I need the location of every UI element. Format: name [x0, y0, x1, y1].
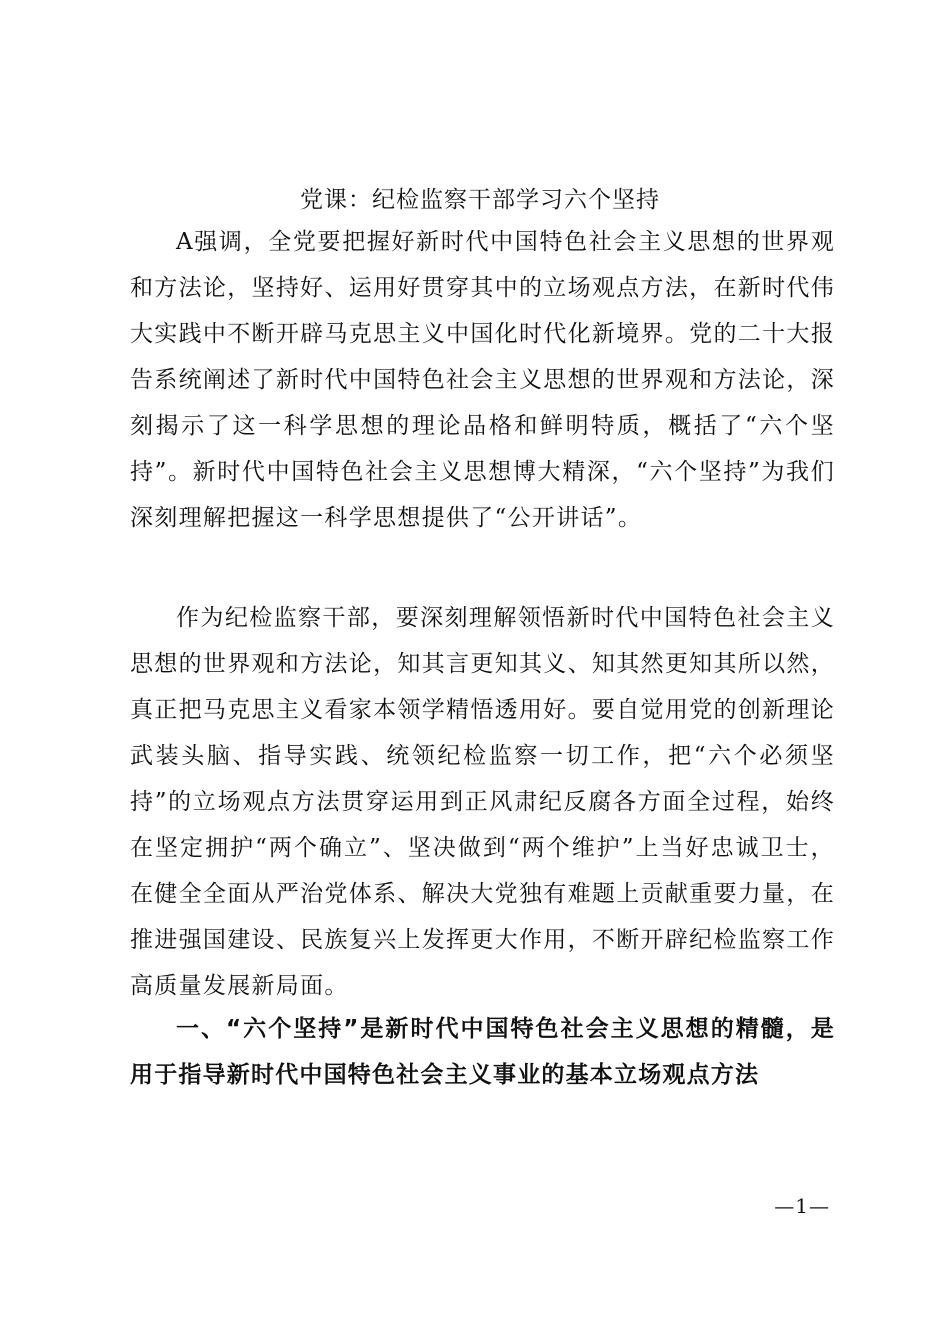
section-heading: 一、“六个坚持”是新时代中国特色社会主义思想的精髓，是用于指导新时代中国特色社会主义事业的基本立场观点方法	[130, 1016, 835, 1088]
page-number: —1—	[774, 1194, 830, 1218]
body-paragraph-1: A强调，全党要把握好新时代中国特色社会主义思想的世界观和方法论，坚持好、运用好贯穿其中的立场观点方法，在新时代伟大实践中不断开辟马克思主义中国化时代化新境界。党的二十大报告系统阐述了新时代中国特色社会主义思想的世界观和方法论，深刻揭示了这一科学思想的理论品格和鲜明特质，概括了“六个坚持”。新时代中国特色社会主义思想博大精深，“六个坚持”为我们深刻理解把握这一科学思想提供了“公开讲话”。	[130, 229, 835, 531]
document-title: 党课：纪检监察干部学习六个坚持	[300, 187, 660, 213]
body-paragraph-2: 作为纪检监察干部，要深刻理解领悟新时代中国特色社会主义思想的世界观和方法论，知其言更知其义、知其然更知其所以然，真正把马克思主义看家本领学精悟透用好。要自觉用党的创新理论武装头脑、指导实践、统领纪检监察一切工作，把“六个必须坚持”的立场观点方法贯穿运用到正风肃纪反腐各方面全过程，始终在坚定拥护“两个确立”、坚决做到“两个维护”上当好忠诚卫士，在健全全面从严治党体系、解决大党独有难题上贡献重要力量，在推进强国建设、民族复兴上发挥更大作用，不断开辟纪检监察工作高质量发展新局面。	[130, 605, 835, 999]
